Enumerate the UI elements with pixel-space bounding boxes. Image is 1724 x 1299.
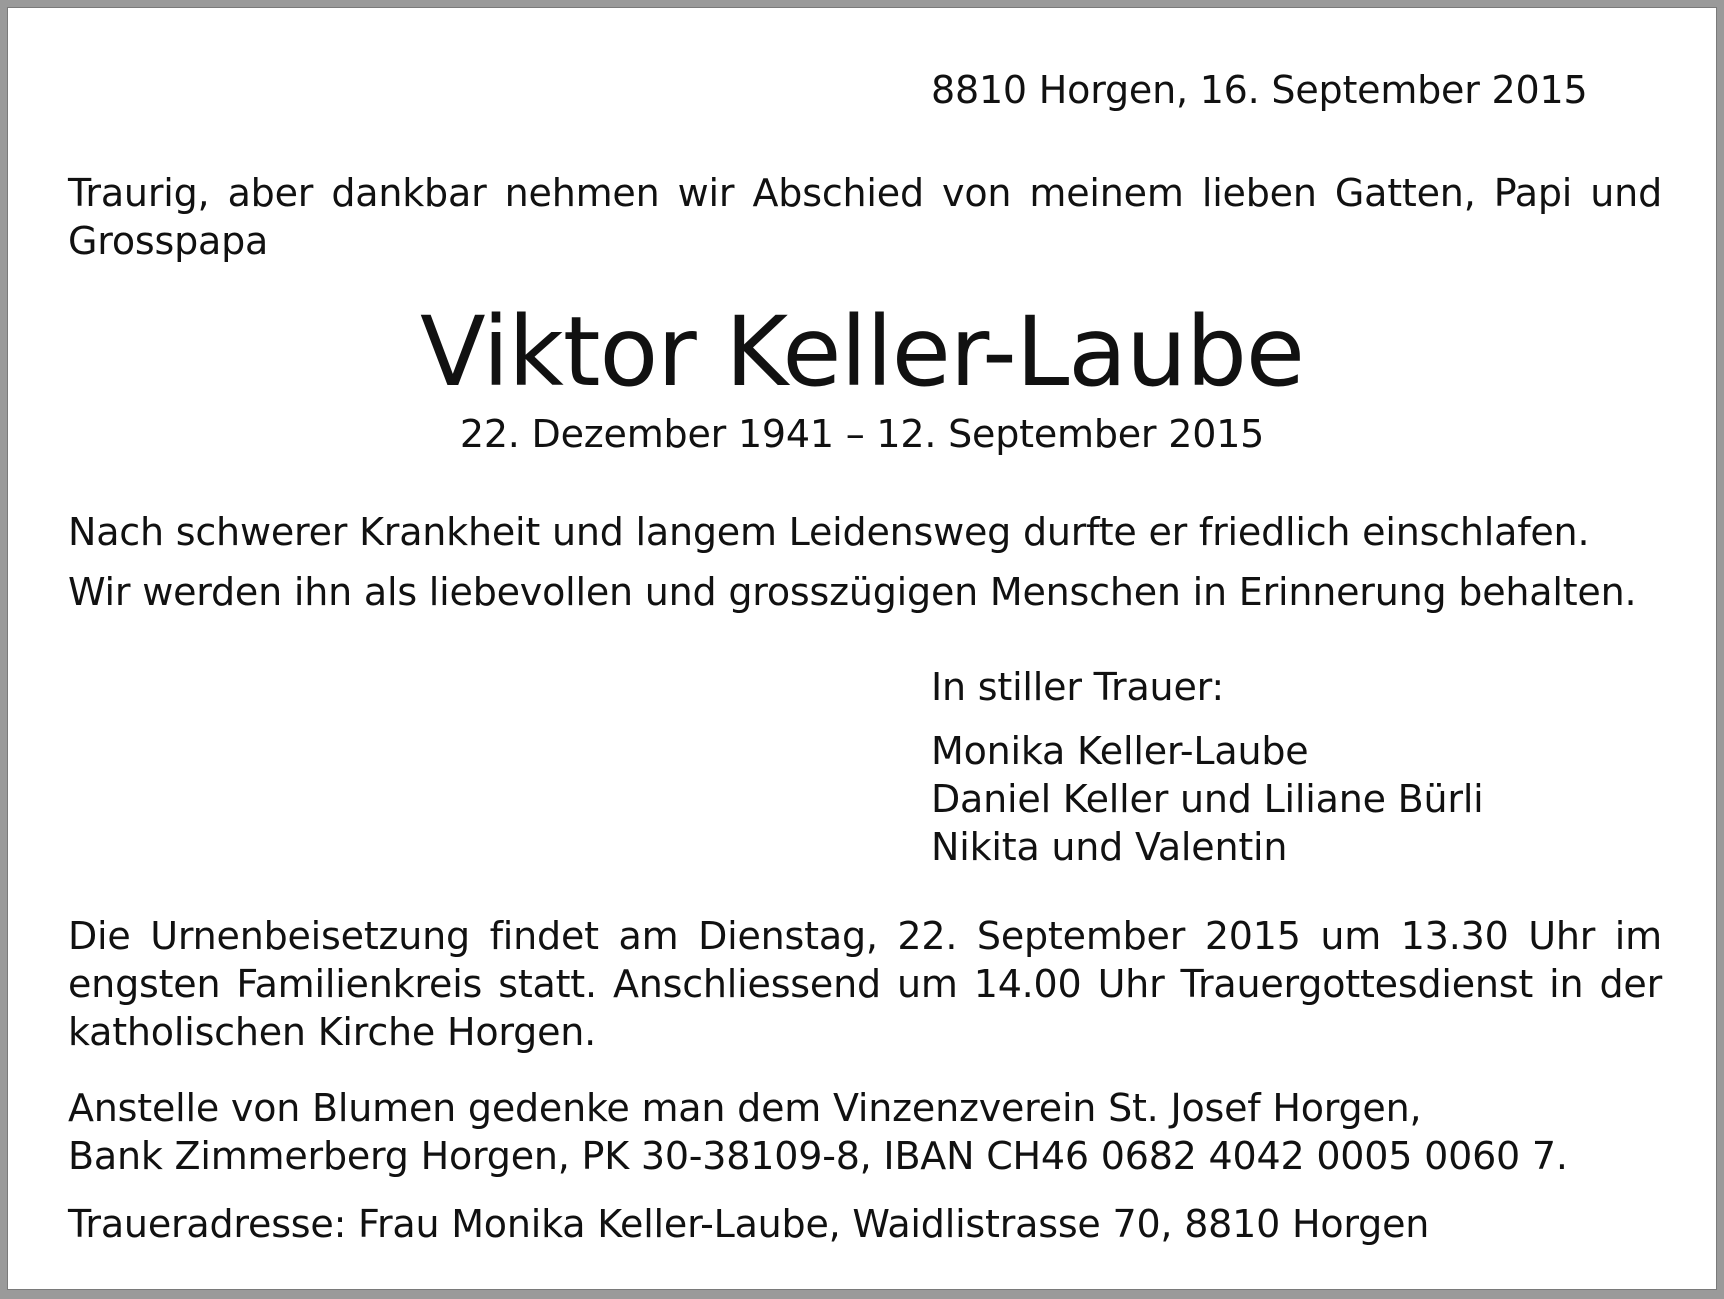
obituary-notice bbox=[8, 8, 1716, 1289]
deceased-name: Viktor Keller-Laube bbox=[420, 296, 1304, 408]
memory-paragraph: Wir werden ihn als liebevollen und grosszügigen Menschen in Erinnerung behalten. bbox=[68, 570, 1637, 614]
donation-information bbox=[68, 1084, 1568, 1180]
donation-line-1: Anstelle von Blumen gedenke man dem Vinzenzverein St. Josef Horgen, bbox=[68, 1086, 1422, 1130]
intro-text: Traurig, aber dankbar nehmen wir Abschied von meinem lieben Gatten, Papi und Grosspapa bbox=[68, 171, 1662, 263]
mourner-name: Monika Keller-Laube bbox=[931, 729, 1309, 773]
mourning-address: Traueradresse: Frau Monika Keller-Laube, Waidlistrasse 70, 8810 Horgen bbox=[68, 1202, 1430, 1246]
mourner-name: Nikita und Valentin bbox=[931, 825, 1288, 869]
lifespan-dates: 22. Dezember 1941 – 12. September 2015 bbox=[459, 412, 1265, 456]
donation-line-2: Bank Zimmerberg Horgen, PK 30-38109-8, IBAN CH46 0682 4042 0005 0060 7. bbox=[68, 1134, 1568, 1178]
illness-paragraph: Nach schwerer Krankheit und langem Leidensweg durfte er friedlich einschlafen. bbox=[68, 510, 1590, 554]
date-place-line: 8810 Horgen, 16. September 2015 bbox=[931, 68, 1588, 112]
mourners-heading: In stiller Trauer: bbox=[931, 665, 1224, 709]
mourner-name: Daniel Keller und Liliane Bürli bbox=[931, 777, 1484, 821]
funeral-information: Die Urnenbeisetzung findet am Dienstag, 22. September 2015 um 13.30 Uhr im engsten Familienkreis statt. Anschliessend um 14.00 Uhr Trauergottesdienst in der katholischen Kirche Horgen. bbox=[68, 914, 1662, 1054]
mourners-list bbox=[931, 727, 1484, 871]
